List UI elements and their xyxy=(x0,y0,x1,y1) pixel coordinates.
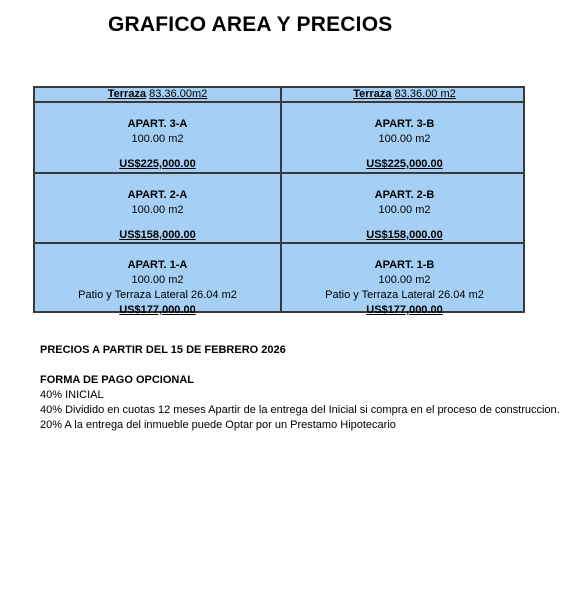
payment-line: 40% Dividido en cuotas 12 meses Apartir de la entrega del Inicial si compra en el proceso de construccion. xyxy=(40,404,560,416)
unit-cell-3a xyxy=(35,117,280,172)
terraza-cell-right xyxy=(282,88,527,101)
unit-price: US$177,000.00 xyxy=(119,304,196,316)
unit-name: APART. 1-B xyxy=(374,259,435,271)
row-divider xyxy=(35,101,523,103)
unit-area: 100.00 m2 xyxy=(131,133,184,145)
page-title: GRAFICO AREA Y PRECIOS xyxy=(108,13,393,36)
price-grid xyxy=(33,86,525,316)
unit-extra: Patio y Terraza Lateral 26.04 m2 xyxy=(78,289,237,301)
unit-name: APART. 2-B xyxy=(374,189,435,201)
unit-name: APART. 1-A xyxy=(127,259,188,271)
unit-area: 100.00 m2 xyxy=(378,133,431,145)
unit-cell-1a xyxy=(35,258,280,318)
unit-price: US$225,000.00 xyxy=(366,158,443,170)
unit-area: 100.00 m2 xyxy=(131,204,184,216)
terraza-label: Terraza xyxy=(353,88,392,100)
unit-cell-1b xyxy=(282,258,527,318)
payment-heading: FORMA DE PAGO OPCIONAL xyxy=(40,374,194,386)
prices-note: PRECIOS A PARTIR DEL 15 DE FEBRERO 2026 xyxy=(40,344,286,356)
unit-area: 100.00 m2 xyxy=(378,274,431,286)
terraza-cell-left xyxy=(35,88,280,101)
unit-area: 100.00 m2 xyxy=(378,204,431,216)
terraza-value: 83.36.00m2 xyxy=(149,88,208,100)
terraza-value: 83.36.00 m2 xyxy=(394,88,456,100)
unit-name: APART. 2-A xyxy=(127,189,188,201)
unit-area: 100.00 m2 xyxy=(131,274,184,286)
unit-price: US$158,000.00 xyxy=(119,229,196,241)
payment-line: 20% A la entrega del inmueble puede Optar por un Prestamo Hipotecario xyxy=(40,419,396,431)
unit-cell-2a xyxy=(35,188,280,243)
payment-info xyxy=(40,343,560,433)
unit-price: US$225,000.00 xyxy=(119,158,196,170)
unit-extra: Patio y Terraza Lateral 26.04 m2 xyxy=(325,289,484,301)
unit-name: APART. 3-B xyxy=(374,118,435,130)
payment-line: 40% INICIAL xyxy=(40,389,104,401)
unit-price: US$158,000.00 xyxy=(366,229,443,241)
unit-name: APART. 3-A xyxy=(127,118,188,130)
row-divider xyxy=(35,172,523,174)
unit-price: US$177,000.00 xyxy=(366,304,443,316)
unit-cell-2b xyxy=(282,188,527,243)
unit-cell-3b xyxy=(282,117,527,172)
terraza-label: Terraza xyxy=(107,88,147,100)
